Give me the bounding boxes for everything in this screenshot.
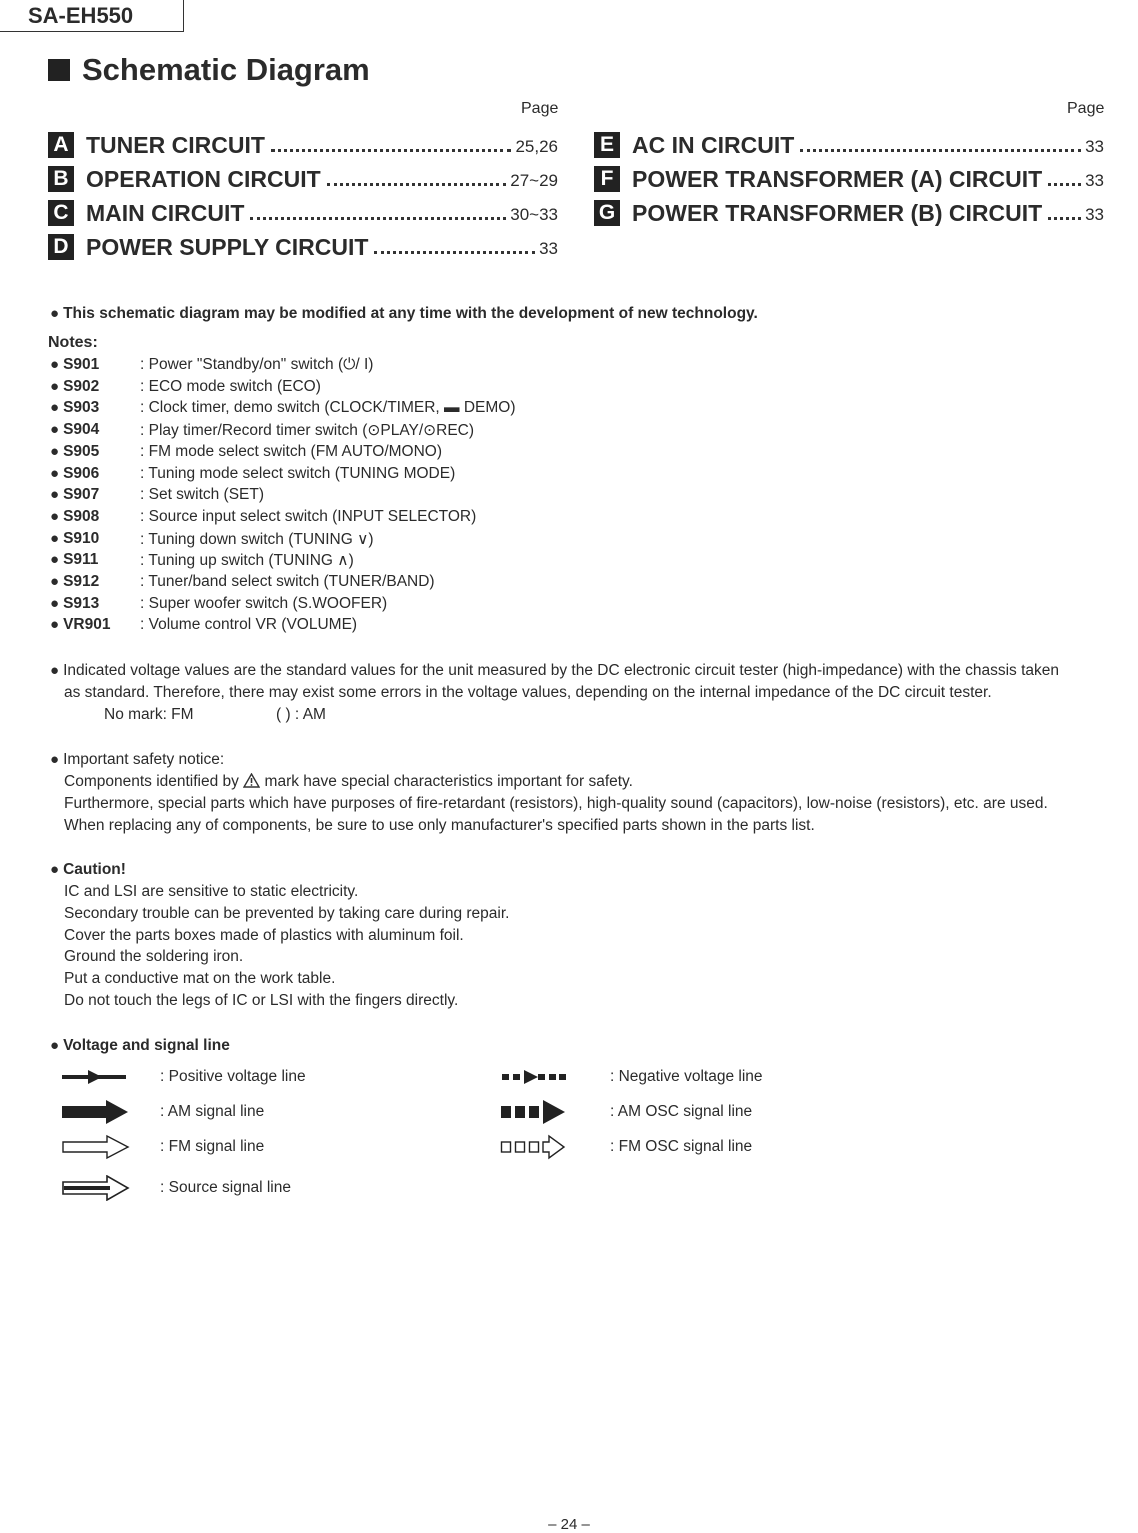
toc-page: 30~33 [510, 205, 558, 224]
toc-item-b[interactable] [48, 162, 558, 192]
bullet-icon: ● [50, 464, 60, 482]
note-description: : Clock timer, demo switch (CLOCK/TIMER, ▬ DEMO) [140, 399, 516, 417]
caution-line: Do not touch the legs of IC or LSI with the fingers directly. [64, 992, 459, 1009]
no-mark-fm: No mark: FM [104, 706, 194, 723]
note-code-text: S904 [63, 421, 100, 439]
toc-item-d[interactable] [48, 230, 558, 260]
note-description: : Super woofer switch (S.WOOFER) [140, 594, 388, 612]
toc-title: TUNER CIRCUIT [86, 132, 265, 158]
caution-line: Put a conductive mat on the work table. [64, 970, 336, 987]
note-description: : ECO mode switch (ECO) [140, 377, 321, 395]
toc-title: POWER TRANSFORMER (B) CIRCUIT [632, 200, 1043, 226]
toc-title: OPERATION CIRCUIT [86, 166, 321, 192]
toc-letter-e: E [594, 132, 620, 158]
legend-label: : AM signal line [160, 1103, 265, 1120]
bullet-icon: ● [50, 399, 60, 417]
positive-voltage-line-icon [62, 1066, 128, 1088]
toc-letter-b: B [48, 166, 74, 192]
legend-label: : FM OSC signal line [610, 1138, 753, 1155]
toc-page: 25,26 [515, 137, 558, 156]
am-osc-signal-line-icon [500, 1099, 568, 1125]
note-code [50, 465, 140, 483]
bullet-icon: ● [50, 421, 60, 439]
note-code-text: S905 [63, 442, 100, 460]
page-column-header-right: Page [1067, 100, 1105, 117]
toc-letter-g: G [594, 200, 620, 226]
bullet-icon: ● [50, 507, 60, 525]
toc-title: POWER TRANSFORMER (A) CIRCUIT [632, 166, 1043, 192]
modify-notice-text: This schematic diagram may be modified at any time with the development of new technology. [63, 305, 758, 322]
bullet-icon: ● [50, 594, 60, 612]
bullet-icon: ● [50, 551, 60, 569]
toc-letter-d: D [48, 234, 74, 260]
caution-line: IC and LSI are sensitive to static electricity. [64, 883, 359, 900]
voltage-notice-line1: Indicated voltage values are the standard values for the unit measured by the DC electronic circuit tester (high-impedance) with the chassis taken [63, 662, 1060, 679]
safety-notice [50, 751, 224, 769]
toc-letter-f: F [594, 166, 620, 192]
toc-item-f[interactable] [594, 162, 1104, 192]
legend-label: : AM OSC signal line [610, 1103, 753, 1120]
note-code [50, 486, 140, 504]
toc-page: 33 [539, 239, 558, 258]
safety-title: Important safety notice: [63, 751, 225, 768]
note-code [50, 356, 140, 374]
toc-letter-a: A [48, 132, 74, 158]
note-description: : Power "Standby/on" switch (⏻/ I) [140, 356, 374, 373]
bullet-icon: ● [50, 356, 60, 373]
toc-item-e[interactable] [594, 128, 1104, 158]
legend-label: : Negative voltage line [610, 1068, 763, 1085]
legend-label: : FM signal line [160, 1138, 265, 1155]
toc-page: 33 [1085, 137, 1104, 156]
note-code-text: S906 [63, 464, 100, 482]
voltage-notice [50, 662, 1059, 680]
note-code [50, 595, 140, 613]
caution-line: Ground the soldering iron. [64, 948, 244, 965]
voltage-notice-line2: as standard. Therefore, there may exist some errors in the voltage values, depending on the internal impedance of the DC circuit tester. [64, 684, 992, 701]
fm-signal-line-icon [62, 1134, 130, 1160]
note-code-text: S912 [63, 573, 100, 590]
bullet-icon: ● [50, 616, 60, 634]
leader-dots [327, 183, 507, 186]
toc-title: POWER SUPPLY CIRCUIT [86, 234, 369, 260]
am-mark: ( ) : AM [276, 706, 326, 723]
legend-label: : Source signal line [160, 1179, 291, 1196]
toc-page: 27~29 [510, 171, 558, 190]
section-title [48, 52, 370, 88]
note-code [50, 378, 140, 396]
note-description: : Tuning mode select switch (TUNING MODE) [140, 464, 456, 482]
leader-dots [1048, 217, 1081, 220]
safety-line1 [64, 773, 633, 793]
note-code [50, 443, 140, 461]
note-code-text: S910 [63, 529, 100, 547]
bullet-icon: ● [50, 486, 60, 504]
note-code [50, 421, 140, 439]
note-code [50, 551, 140, 569]
page-number: – 24 – [548, 1516, 590, 1533]
note-code-text: VR901 [63, 616, 111, 634]
note-code [50, 508, 140, 526]
toc-item-c[interactable] [48, 196, 558, 226]
am-signal-line-icon [62, 1099, 130, 1125]
note-description: : Set switch (SET) [140, 486, 265, 504]
bullet-icon: ● [50, 529, 60, 547]
toc-item-a[interactable] [48, 128, 558, 158]
note-description: : Volume control VR (VOLUME) [140, 616, 358, 634]
note-description: : Source input select switch (INPUT SELECTOR) [140, 507, 477, 525]
caution-line: Cover the parts boxes made of plastics with aluminum foil. [64, 927, 464, 944]
toc-item-g[interactable] [594, 196, 1104, 226]
negative-voltage-line-icon [500, 1066, 568, 1088]
note-code-text: S907 [63, 486, 100, 504]
note-code-text: S911 [63, 551, 99, 569]
note-description: : Tuner/band select switch (TUNER/BAND) [140, 573, 435, 590]
bullet-icon: ● [50, 442, 60, 460]
caution-line: Secondary trouble can be prevented by taking care during repair. [64, 905, 510, 922]
safety-line3: When replacing any of components, be sure to use only manufacturer's specified parts shown in the parts list. [64, 817, 815, 834]
note-code-text: S903 [63, 399, 100, 417]
legend-section [50, 1037, 230, 1055]
note-description: : Play timer/Record timer switch (⊙PLAY/⊙REC) [140, 422, 475, 440]
modify-notice [50, 305, 758, 323]
leader-dots [800, 149, 1081, 152]
note-code-text: S901 [63, 356, 100, 373]
warning-triangle-icon [243, 773, 260, 793]
bullet-icon: ● [50, 377, 60, 395]
bullet-icon: ● [50, 573, 60, 590]
note-description: : Tuning down switch (TUNING ∨) [140, 530, 374, 548]
bullet-icon: ● [50, 1037, 60, 1054]
leader-dots [1048, 183, 1081, 186]
toc-page: 33 [1085, 171, 1104, 190]
source-signal-line-icon [62, 1175, 130, 1201]
note-code [50, 530, 140, 548]
note-code-text: S908 [63, 507, 100, 525]
safety-line1-a: Components identified by [64, 773, 239, 790]
note-description: : Tuning up switch (TUNING ∧) [140, 552, 354, 570]
leader-dots [271, 149, 512, 152]
note-code-text: S902 [63, 377, 100, 395]
toc-title: MAIN CIRCUIT [86, 200, 245, 226]
legend-label: : Positive voltage line [160, 1068, 306, 1085]
toc-title: AC IN CIRCUIT [632, 132, 795, 158]
caution-section [50, 861, 126, 879]
toc-page: 33 [1085, 205, 1104, 224]
leader-dots [250, 217, 506, 220]
note-code-text: S913 [63, 594, 100, 612]
safety-line1-b: mark have special characteristics important for safety. [264, 773, 633, 790]
toc-letter-c: C [48, 200, 74, 226]
safety-line2: Furthermore, special parts which have purposes of fire-retardant (resistors), high-quality sound (capacitors), low-noise (resistors), etc. are used. [64, 795, 1048, 812]
leader-dots [374, 251, 535, 254]
page-title: Schematic Diagram [82, 52, 370, 87]
bullet-icon: ● [50, 662, 60, 679]
fm-osc-signal-line-icon [500, 1134, 568, 1160]
note-code [50, 616, 140, 634]
bullet-icon: ● [50, 305, 60, 322]
legend-title: Voltage and signal line [63, 1037, 230, 1054]
notes-title: Notes: [48, 334, 98, 351]
model-label: SA-EH550 [0, 0, 184, 32]
caution-title: Caution! [63, 861, 126, 878]
title-square-icon [48, 59, 70, 81]
note-code [50, 573, 140, 591]
page-column-header-left: Page [521, 100, 559, 117]
bullet-icon: ● [50, 861, 60, 878]
note-code [50, 399, 140, 417]
bullet-icon: ● [50, 751, 60, 768]
note-description: : FM mode select switch (FM AUTO/MONO) [140, 442, 443, 460]
